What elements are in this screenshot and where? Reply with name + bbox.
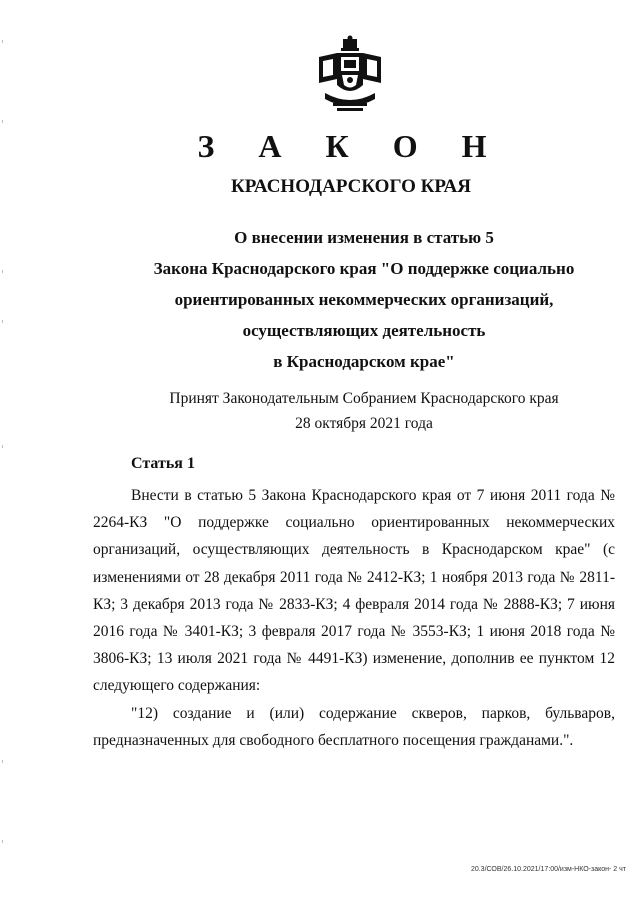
article-body	[93, 482, 615, 754]
subject-line: осуществляющих деятельность	[242, 321, 486, 340]
article-paragraph: "12) создание и (или) содержание скверов, парков, бульваров, предназначенных для свободного бесплатного посещения гражданами.".	[93, 704, 615, 749]
article-heading: Статья 1	[131, 455, 195, 472]
law-region: КРАСНОДАРСКОГО КРАЯ	[230, 176, 472, 197]
adoption-note	[88, 386, 640, 436]
footer-document-code: 20.3/СОВ/26.10.2021/17:00/изм-НКО-закон- 2 чт	[470, 866, 626, 873]
law-subject	[88, 222, 640, 377]
krasnodar-coat-of-arms-icon	[315, 35, 385, 115]
article-paragraph: Внести в статью 5 Закона Краснодарского края от 7 июня 2011 года № 2264-КЗ "О поддержке социально ориентированных некоммерческих организаций, осуществляющих деятельность в Краснодарском крае" (с изменениями от 28 декабря 2011 года № 2412-КЗ; 1 ноября 2013 года № 2811-КЗ; 3 декабря 2013 года № 2833-КЗ; 4 февраля 2014 года № 2888-КЗ; 7 июня 2016 года № 3401-КЗ; 3 февраля 2017 года № 3553-КЗ; 1 июня 2018 года № 3806-КЗ; 13 июля 2021 года № 4491-КЗ) изменение, дополнив ее пунктом 12 следующего содержания:	[93, 487, 615, 695]
subject-line: Закона Краснодарского края "О поддержке социально	[153, 259, 575, 278]
subject-line: О внесении изменения в статью 5	[234, 228, 494, 247]
law-title: З А К О Н	[197, 128, 505, 164]
subject-line: ориентированных некоммерческих организаций,	[174, 290, 554, 309]
adoption-body: Принят Законодательным Собранием Краснодарского края	[169, 390, 559, 407]
adoption-date: 28 октября 2021 года	[295, 415, 433, 432]
subject-line: в Краснодарском крае"	[273, 352, 455, 371]
